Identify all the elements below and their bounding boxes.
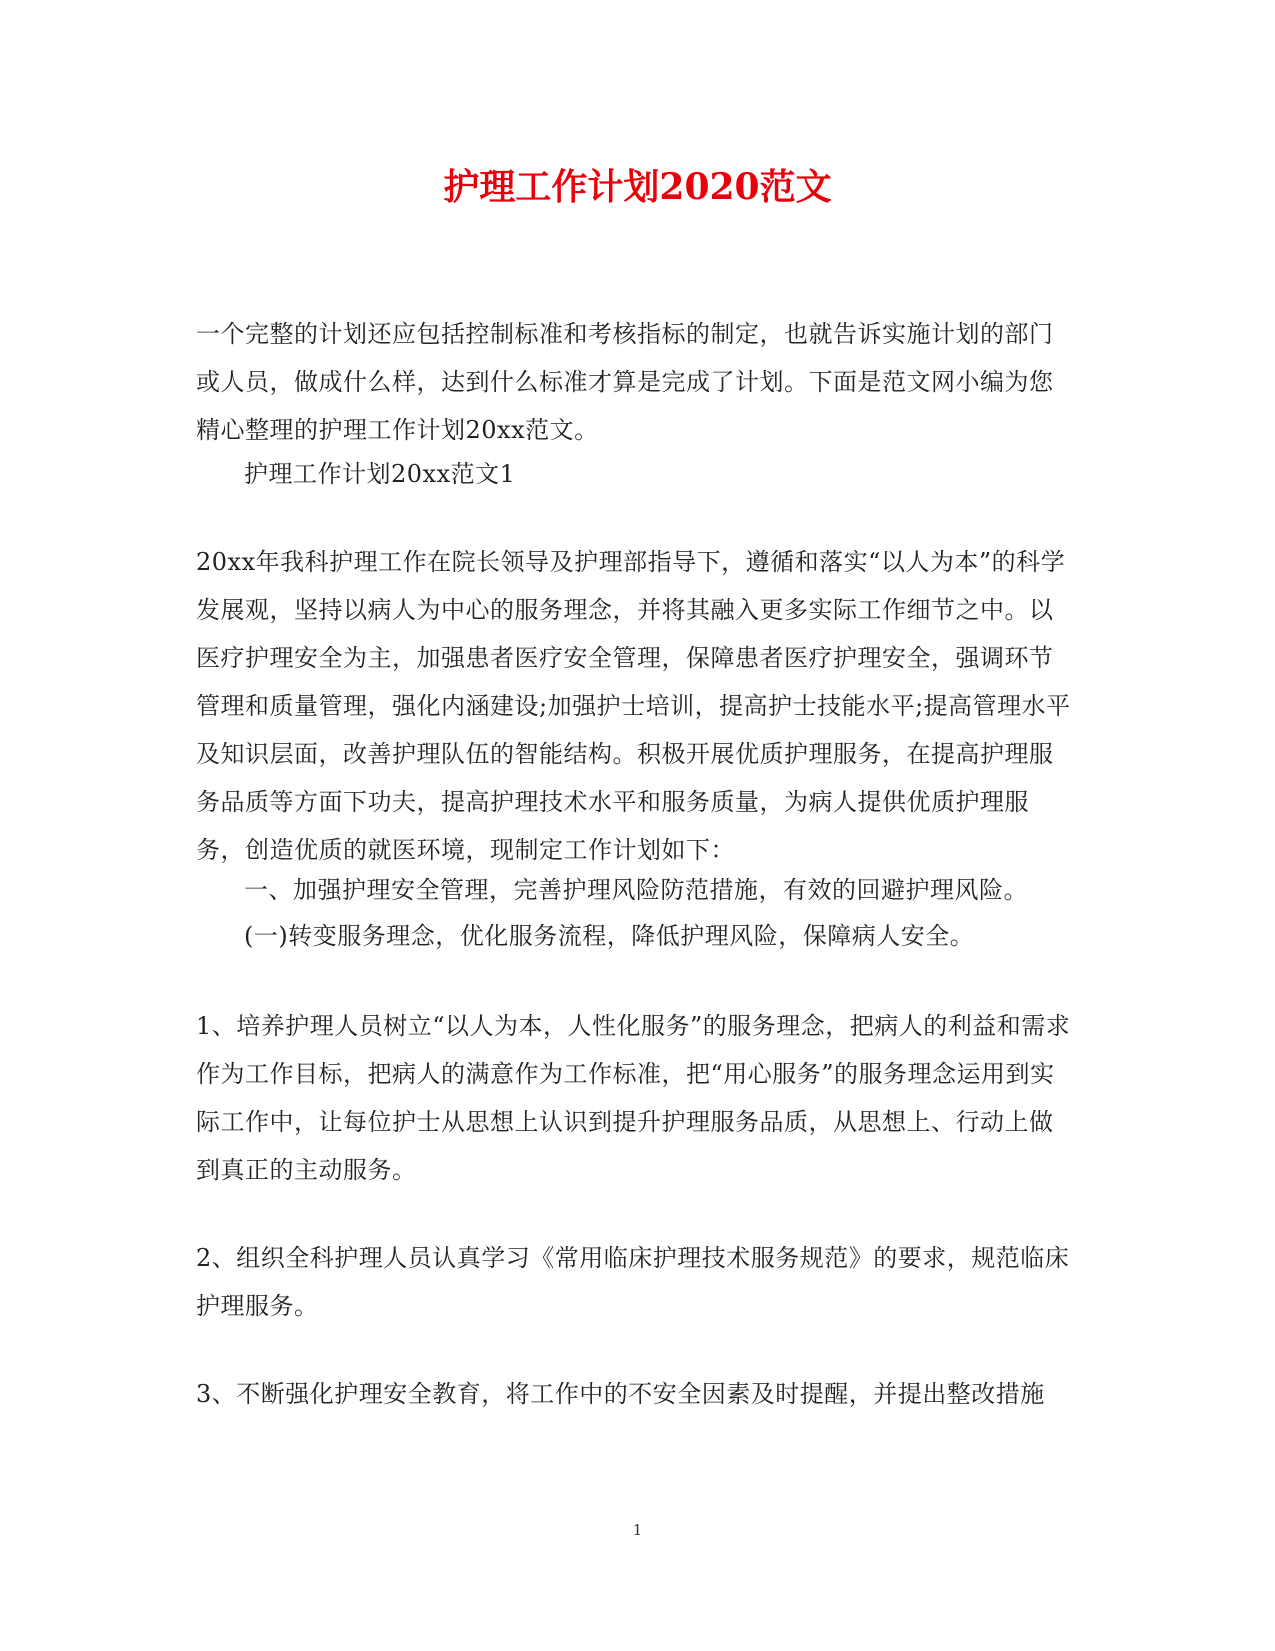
body-paragraph-1: 20xx年我科护理工作在院长领导及护理部指导下，遵循和落实“以人为本”的科学发展观，坚持以病人为中心的服务理念，并将其融入更多实际工作细节之中。以医疗护理安全为主，加强患者医疗安全管理，保障患者医疗护理安全，强调环节管理和质量管理，强化内涵建设;加强护士培训，提高护士技能水平;提高管理水平及知识层面，改善护理队伍的智能结构。积极开展优质护理服务，在提高护理服务品质等方面下功夫，提高护理技术水平和服务质量，为病人提供优质护理服务，创造优质的就医环境，现制定工作计划如下：: [196, 548, 1071, 864]
list-item-3: 3、不断强化护理安全教育，将工作中的不安全因素及时提醒，并提出整改措施: [196, 1380, 1045, 1408]
section-heading: 护理工作计划20xx范文1: [244, 460, 516, 488]
document-title: 护理工作计划2020范文: [443, 166, 832, 208]
intro-paragraph: 一个完整的计划还应包括控制标准和考核指标的制定，也就告诉实施计划的部门或人员，做成什么样，达到什么标准才算是完成了计划。下面是范文网小编为您精心整理的护理工作计划20xx范文。: [196, 320, 1054, 444]
list-item-1: 1、培养护理人员树立“以人为本，人性化服务”的服务理念，把病人的利益和需求作为工作目标，把病人的满意作为工作标准，把“用心服务”的服务理念运用到实际工作中，让每位护士从思想上认识到提升护理服务品质，从思想上、行动上做到真正的主动服务。: [196, 1012, 1071, 1184]
page-number: 1: [632, 1521, 643, 1539]
sub-point-1: (一)转变服务理念，优化服务流程，降低护理风险，保障病人安全。: [244, 922, 975, 950]
point-1: 一、加强护理安全管理，完善护理风险防范措施，有效的回避护理风险。: [244, 876, 1028, 904]
list-item-2: 2、组织全科护理人员认真学习《常用临床护理技术服务规范》的要求，规范临床护理服务。: [196, 1244, 1070, 1320]
